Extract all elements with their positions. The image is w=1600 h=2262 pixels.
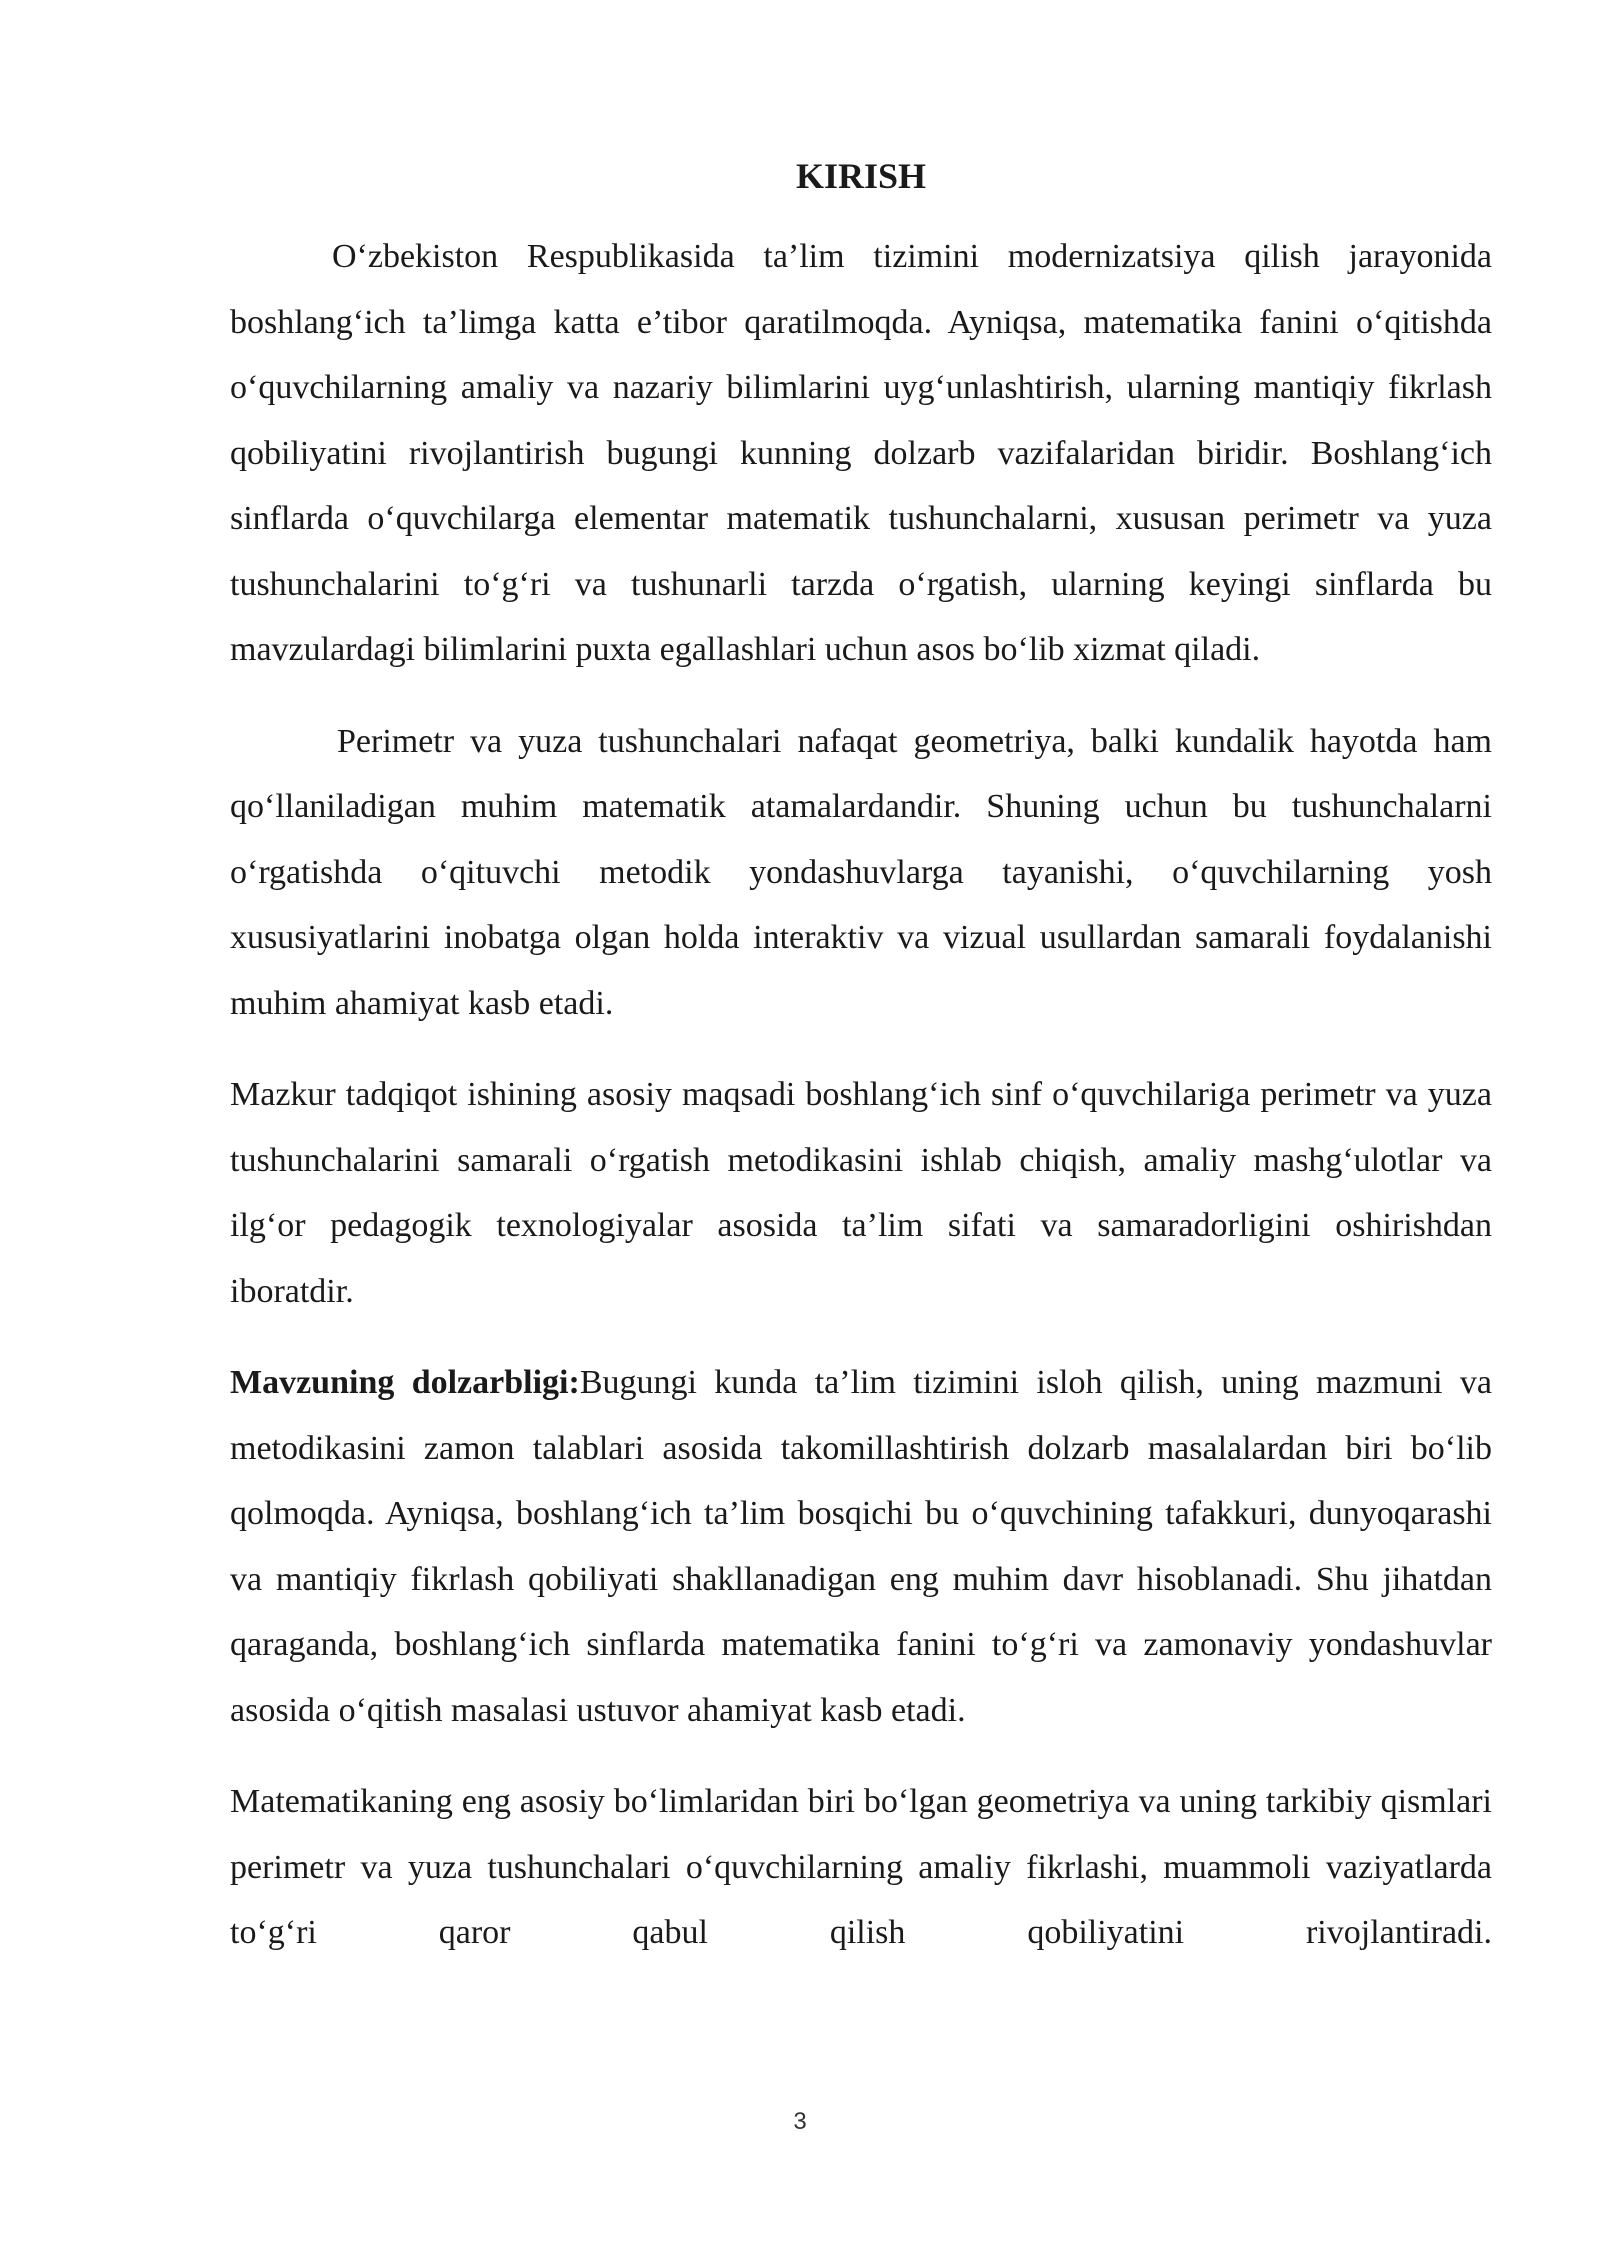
- section-title: KIRISH: [795, 156, 927, 196]
- relevance-text: Bugungi kunda ta’lim tizimini isloh qilish, uning mazmuni va metodikasini zamon talablari asosida takomillashtirish dolzarb masalalardan biri bo‘lib qolmoqda. Ayniqsa, boshlang‘ich ta’lim bosqichi bu o‘quvchining tafakkuri, dunyoqarashi va mantiqiy fikrlash qobiliyati shakllanadigan eng muhim davr hisoblanadi. Shu jihatdan qaraganda, boshlang‘ich sinflarda matematika fanini to‘g‘ri va zamonaviy yondashuvlar asosida o‘qitish masalasi ustuvor ahamiyat kasb etadi.: [230, 1364, 1492, 1729]
- relevance-heading: Mavzuning dolzarbligi:: [230, 1364, 580, 1401]
- paragraph-relevance: [230, 1350, 1492, 1743]
- page-number: 3: [793, 2108, 807, 2135]
- paragraph-intro: O‘zbekiston Respublikasida ta’lim tizimini modernizatsiya qilish jarayonida boshlang‘ich ta’limga katta e’tibor qaratilmoqda. Ayniqsa, matematika fanini o‘qitishda o‘quvchilarning amaliy va nazariy bilimlarini uyg‘unlashtirish, ularning mantiqiy fikrlash qobiliyatini rivojlantirish bugungi kunning dolzarb vazifalaridan biridir. Boshlang‘ich sinflarda o‘quvchilarga elementar matematik tushunchalarni, xususan perimetr va yuza tushunchalarini to‘g‘ri va tushunarli tarzda o‘rgatish, ularning keyingi sinflarda bu mavzulardagi bilimlarini puxta egallashlari uchun asos bo‘lib xizmat qiladi.: [230, 238, 1492, 668]
- document-page: [230, 150, 1492, 1992]
- paragraph-perimeter-area: Perimetr va yuza tushunchalari nafaqat geometriya, balki kundalik hayotda ham qo‘llaniladigan muhim matematik atamalardandir. Shuning uchun bu tushunchalarni o‘rgatishda o‘qituvchi metodik yondashuvlarga tayanishi, o‘quvchilarning yosh xususiyatlarini inobatga olgan holda interaktiv va vizual usullardan samarali foydalanishi muhim ahamiyat kasb etadi.: [230, 722, 1492, 1022]
- paragraph-research-goal: Mazkur tadqiqot ishining asosiy maqsadi boshlang‘ich sinf o‘quvchilariga perimetr va yuza tushunchalarini samarali o‘rgatish metodikasini ishlab chiqish, amaliy mashg‘ulotlar va ilg‘or pedagogik texnologiyalar asosida ta’lim sifati va samaradorligini oshirishdan iboratdir.: [230, 1076, 1492, 1310]
- paragraph-geometry: Matematikaning eng asosiy bo‘limlaridan biri bo‘lgan geometriya va uning tarkibiy qismlari perimetr va yuza tushunchalari o‘quvchilarning amaliy fikrlashi, muammoli vaziyatlarda to‘g‘ri qaror qabul qilish qobiliyatini rivojlantiradi.: [230, 1783, 1492, 1951]
